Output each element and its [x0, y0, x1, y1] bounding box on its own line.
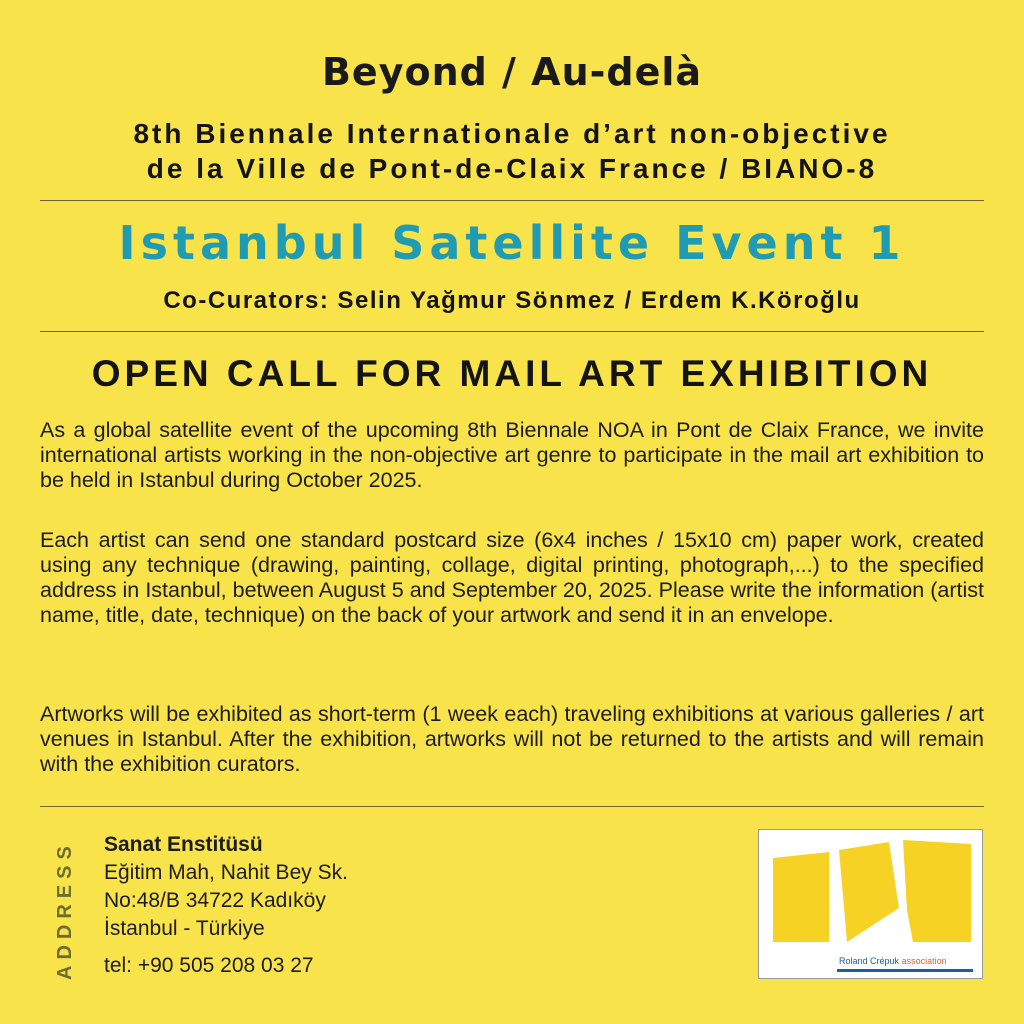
address-name: Sanat Enstitüsü [104, 833, 263, 856]
logo-caption: Roland Crépuk association [839, 956, 947, 966]
divider-top [40, 200, 984, 201]
exhibition-title: Beyond / Au-delà [321, 50, 703, 94]
address-phone: tel: +90 505 208 03 27 [104, 954, 314, 977]
address-city: İstanbul - Türkiye [104, 917, 265, 940]
address-number: No:48/B 34722 Kadıköy [104, 889, 326, 912]
curators-line: Co-Curators: Selin Yağmur Sönmez / Erdem K.Köroğlu [163, 287, 861, 314]
open-call-heading: OPEN CALL FOR MAIL ART EXHIBITION [91, 353, 933, 394]
address-label: ADDRESS [54, 840, 76, 980]
biennale-subtitle-line1: 8th Biennale Internationale d’art non-objective [133, 118, 891, 149]
divider-bottom [40, 806, 984, 807]
divider-middle [40, 331, 984, 332]
submission-paragraph: Each artist can send one standard postcard size (6x4 inches / 15x10 cm) paper work, created using any technique (drawing, painting, collage, digital printing, photograph,...) to the specified address in Istanbul, between August 5 and September 20, 2025. Please write the information (artist name, title, date, technique) on the back of your artwork and send it in an envelope. [40, 528, 984, 627]
biennale-subtitle-line2: de la Ville de Pont-de-Claix France / BIANO-8 [146, 153, 878, 184]
exhibition-paragraph: Artworks will be exhibited as short-term (1 week each) traveling exhibitions at various galleries / art venues in Istanbul. After the exhibition, artworks will not be returned to the artists and will remain with the exhibition curators. [40, 702, 984, 776]
logo-underline [837, 969, 973, 972]
association-logo [758, 829, 983, 979]
intro-paragraph: As a global satellite event of the upcoming 8th Biennale NOA in Pont de Claix France, we invite international artists working in the non-objective art genre to participate in the mail art exhibition to be held in Istanbul during October 2025. [40, 418, 984, 492]
address-street: Eğitim Mah, Nahit Bey Sk. [104, 861, 348, 884]
event-title: Istanbul Satellite Event 1 [118, 216, 906, 270]
